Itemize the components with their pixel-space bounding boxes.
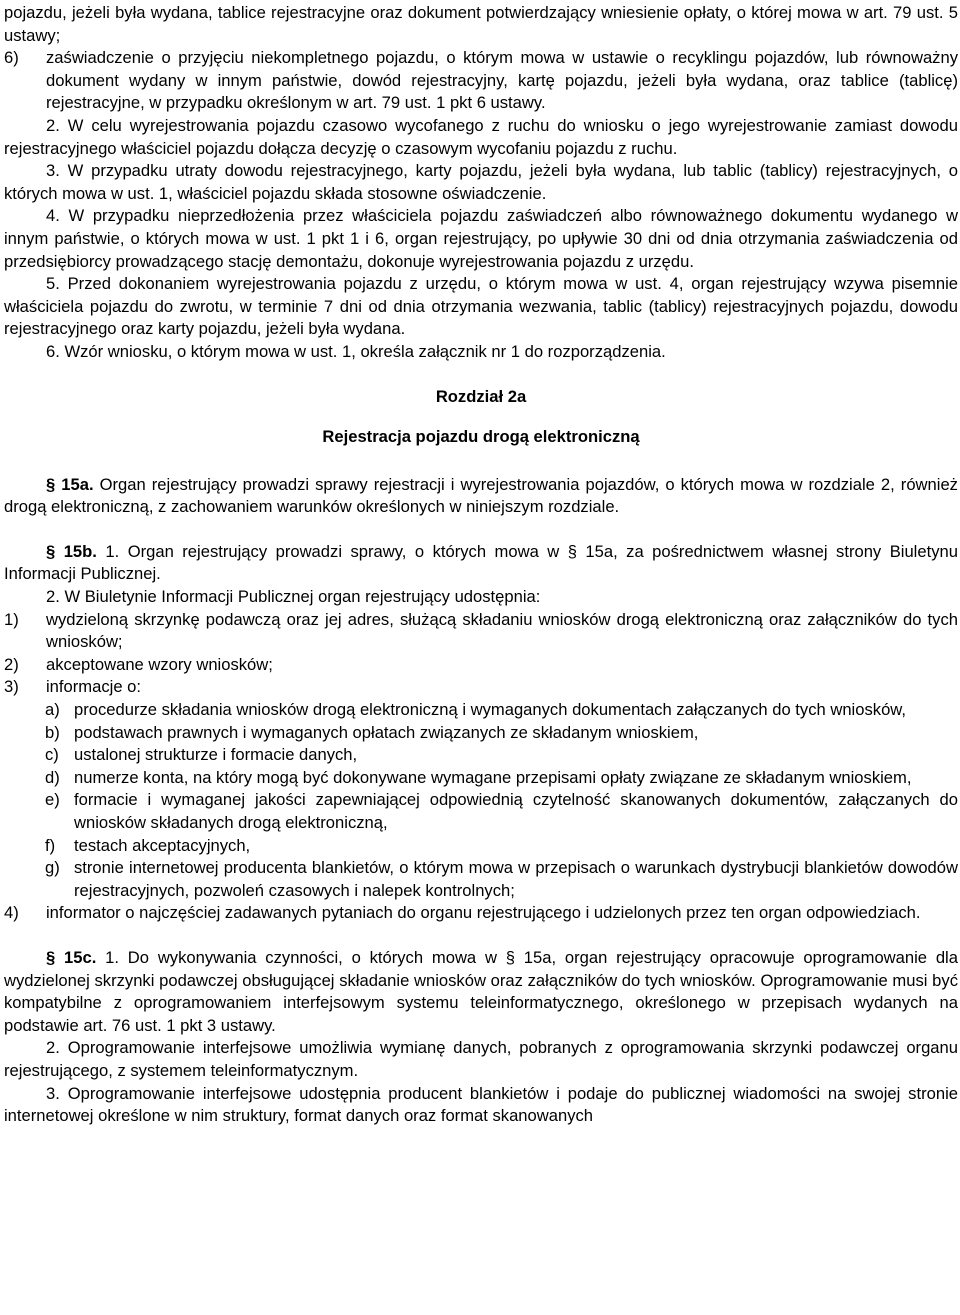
list-item-number: 2) (4, 654, 19, 674)
section-text: 1. Organ rejestrujący prowadzi sprawy, o których mowa w § 15a, za pośrednictwem własnej strony Biuletynu Informacji Publicznej. (4, 541, 958, 584)
section-15c-paragraph-2: 2. Oprogramowanie interfejsowe umożliwia wymianę danych, pobranych z oprogramowania skrzynki podawczej organu rejestrującego, z systemem teleinformatycznym. (4, 1038, 958, 1080)
sub-list-item (4, 767, 958, 790)
paragraph-6: 6. Wzór wniosku, o którym mowa w ust. 1, określa załącznik nr 1 do rozporządzenia. (46, 341, 666, 361)
list-item-number: g) (45, 858, 60, 878)
intro-continuation: pojazdu, jeżeli była wydana, tablice rejestracyjne oraz dokument potwierdzający wniesienie opłaty, o której mowa w art. 79 ust. 5 ustawy; (4, 3, 958, 45)
list-item-number: 1) (4, 609, 19, 629)
list-item (4, 654, 958, 677)
section-text: Organ rejestrujący prowadzi sprawy rejestracji i wyrejestrowania pojazdów, o których mowa w rozdziale 2, również drogą elektroniczną, z zachowaniem warunków określonych w niniejszym rozdziale. (4, 474, 958, 517)
list-item-6 (4, 47, 958, 115)
list-item (4, 609, 958, 654)
section-15b (4, 541, 958, 586)
list-item-text: informacje o: (46, 677, 141, 697)
list-item-number: 3) (4, 677, 19, 697)
section-15b-list (4, 609, 958, 699)
list-item-text: formacie i wymaganej jakości zapewniającej odpowiednią czytelność skanowanych dokumentów, załączanych do wniosków składanych drogą elektroniczną, (74, 790, 958, 832)
section-number: § 15b. (46, 541, 97, 561)
list-item-text: zaświadczenie o przyjęciu niekompletnego pojazdu, o którym mowa w ustawie o recyklingu pojazdów, lub równoważny dokument wydany w innym państwie, dowód rejestracyjny, kartę pojazdu, jeżeli była wydana, oraz tablice (tablicę) rejestracyjne, w przypadku określonym w art. 79 ust. 1 pkt 6 ustawy. (46, 48, 958, 113)
list-item-number: f) (45, 835, 56, 855)
document-page (4, 0, 958, 1128)
sub-list-item (4, 835, 958, 858)
list-item-number: 6) (4, 48, 19, 68)
list-item-number: a) (45, 700, 60, 720)
paragraph-3: 3. W przypadku utraty dowodu rejestracyjnego, karty pojazdu, jeżeli była wydana, lub tablic (tablicy) rejestracyjnych, o których mowa w ust. 1, właściciel pojazdu składa stosowne oświadczenie. (4, 161, 958, 203)
sub-list-item (4, 744, 958, 767)
list-item-number: d) (45, 767, 60, 787)
list-item-text: testach akceptacyjnych, (74, 835, 251, 855)
paragraph-2: 2. W celu wyrejestrowania pojazdu czasowo wycofanego z ruchu do wniosku o jego wyrejestrowanie zamiast dowodu rejestracyjnego właściciel pojazdu dołącza decyzję o czasowym wycofaniu pojazdu z ruchu. (4, 115, 958, 158)
list-item-number: c) (45, 745, 59, 765)
section-text: 1. Do wykonywania czynności, o których mowa w § 15a, organ rejestrujący opracowuje oprogramowanie dla wydzielonej skrzynki podawczej obsługującej składanie wniosków oraz załączników do tych wniosków. Oprogramowanie musi być kompatybilne z oprogramowaniem interfejsowym systemu teleinformatycznego, określonego w przepisach wydanych na podstawie art. 76 ust. 1 pkt 3 ustawy. (4, 947, 958, 1035)
section-15b-sublist (4, 699, 958, 902)
list-item-4 (4, 902, 958, 925)
section-15c-paragraph-3: 3. Oprogramowanie interfejsowe udostępnia producent blankietów i podaje do publicznej wiadomości na swojej stronie internetowej określone w nim struktury, format danych oraz format skanowanych (4, 1083, 958, 1126)
section-15c (4, 947, 958, 1037)
chapter-title: Rejestracja pojazdu drogą elektroniczną (322, 427, 640, 447)
chapter-heading: Rozdział 2a (435, 386, 527, 406)
sub-list-item (4, 789, 958, 834)
list-item-text: procedurze składania wniosków drogą elektroniczną i wymaganych dokumentach załączanych do tych wniosków, (74, 700, 906, 720)
list-item-number: 4) (4, 903, 19, 923)
paragraph-5: 5. Przed dokonaniem wyrejestrowania pojazdu z urzędu, o którym mowa w ust. 4, organ rejestrujący wzywa pisemnie właściciela pojazdu do zwrotu, w terminie 7 dni od dnia otrzymania wezwania, tablic (tablicy) rejestracyjnych pojazdu, dowodu rejestracyjnego oraz karty pojazdu, jeżeli była wydana. (4, 274, 958, 339)
section-15a (4, 474, 958, 519)
list-item-number: b) (45, 722, 60, 742)
paragraph-4: 4. W przypadku nieprzedłożenia przez właściciela pojazdu zaświadczeń albo równoważnego dokumentu wydanego w innym państwie, o których mowa w ust. 1 pkt 1 i 6, organ rejestrujący, po upływie 30 dni od dnia otrzymania zaświadczenia od przedsiębiorcy prowadzącego stację demontażu, dokonuje wyrejestrowania pojazdu z urzędu. (4, 206, 958, 271)
list-item-text: ustalonej strukturze i formacie danych, (74, 745, 358, 765)
sub-list-item (4, 722, 958, 745)
sub-list-item (4, 857, 958, 902)
list-item-text: podstawach prawnych i wymaganych opłatach związanych ze składanym wnioskiem, (74, 722, 699, 742)
sub-list-item (4, 699, 958, 722)
section-number: § 15a. (46, 474, 94, 494)
list-item-text: informator o najczęściej zadawanych pytaniach do organu rejestrującego i udzielonych przez ten organ odpowiedziach. (46, 903, 921, 923)
list-item-text: numerze konta, na który mogą być dokonywane wymagane przepisami opłaty związane ze składanym wnioskiem, (74, 767, 912, 787)
section-15b-paragraph-2: 2. W Biuletynie Informacji Publicznej organ rejestrujący udostępnia: (46, 587, 541, 607)
list-item-text: stronie internetowej producenta blankietów, o którym mowa w przepisach o warunkach dystrybucji blankietów dowodów rejestracyjnych, pozwoleń czasowych i nalepek kontrolnych; (74, 858, 958, 900)
list-item-number: e) (45, 790, 60, 810)
list-item (4, 676, 958, 699)
list-item-text: wydzieloną skrzynkę podawczą oraz jej adres, służącą składaniu wniosków drogą elektroniczną oraz załączników do tych wniosków; (46, 609, 958, 652)
section-number: § 15c. (46, 947, 97, 967)
list-item-text: akceptowane wzory wniosków; (46, 654, 273, 674)
